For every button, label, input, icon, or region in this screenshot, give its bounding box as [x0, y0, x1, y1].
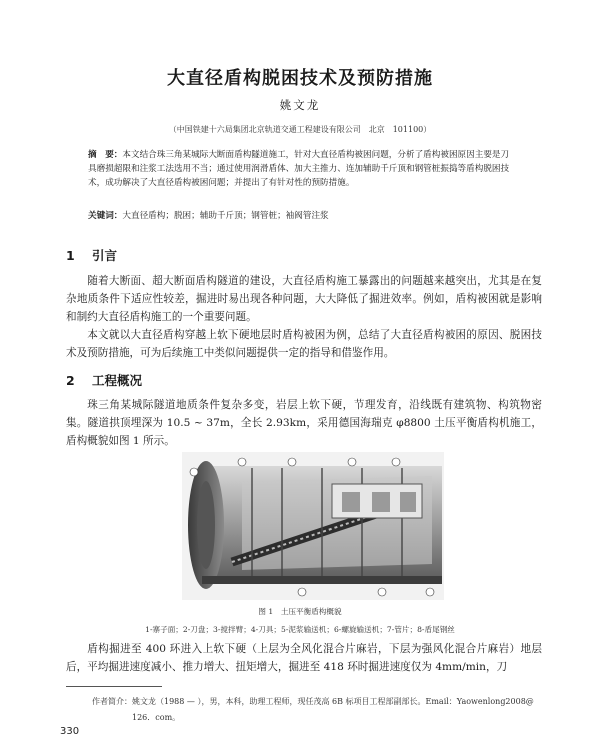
- abstract: [88, 148, 516, 191]
- paragraph: 珠三角某城际隧道地质条件复杂多变，岩层上软下硬，节理发育，沿线既有建筑物、构筑物密集。隧道拱顶埋深为 10.5 ~ 37m，全长 2.93km，采用德国海瑞克 φ8800 土压平衡盾构机施工，盾构概貌如图 1 所示。: [66, 399, 542, 447]
- paragraph: 随着大断面、超大断面盾构隧道的建设，大直径盾构施工暴露出的问题越来越突出，尤其是在复杂地质条件下适应性较差，掘进时易出现各种问题，大大降低了掘进效率。例如，盾构被困就是影响和制约大直径盾构施工的一个重要问题。: [66, 275, 542, 323]
- keywords-text: 大直径盾构；脱困；辅助千斤顶；钢管桩；袖阀管注浆: [122, 211, 329, 221]
- keywords: [88, 209, 516, 223]
- cutter-hub: [197, 481, 215, 569]
- footnote-line: 作者简介：姚文龙（1988 — ），男，本科，助理工程师，现任茂高 6B 标项目工程部副部长。Email：Yaowenlong2008@: [92, 697, 534, 706]
- keywords-label: 关键词：: [88, 211, 123, 221]
- figure-caption: 图 1 土压平衡盾构概貌: [258, 607, 342, 616]
- footnote: [92, 694, 542, 726]
- section-number: 2: [66, 373, 75, 388]
- section-heading-2: [66, 371, 142, 389]
- paper-title: 大直径盾构脱困技术及预防措施: [167, 68, 433, 89]
- author-name: 姚文龙: [279, 98, 321, 112]
- abstract-text: 本文结合珠三角某城际大断面盾构隧道施工，针对大直径盾构被困问题，分析了盾构被困原因主要是刀具磨损超限和注浆工法选用不当；通过使用润滑盾体、加大主推力、连加辅助千斤顶和钢管桩振捣等盾构脱困技术，成功解决了大直径盾构被困问题；并提出了有针对性的预防措施。: [88, 150, 510, 189]
- abstract-label: 摘 要：: [88, 150, 123, 160]
- section-heading-1: [66, 246, 117, 264]
- section-number: 1: [66, 248, 75, 263]
- figure-legend: 1-寨子面；2-刀盘；3-搅拌臂；4-刀具；5-泥浆输送机；6-螺旋输送机；7-管片；8-盾尾钢丝: [145, 625, 455, 634]
- shield-machine-figure: [182, 452, 444, 600]
- paragraph: 盾构掘进至 400 环进入上软下硬（上层为全风化混合片麻岩，下层为强风化混合片麻岩）地层后，平均掘进速度减小、推力增大、扭矩增大，掘进至 418 环时掘进速度仅为 4mm/min，刀: [66, 643, 542, 673]
- section-title: 工程概况: [92, 373, 143, 388]
- page-number: 330: [60, 726, 80, 737]
- section-title: 引言: [92, 248, 118, 263]
- author-affiliation: （中国铁建十六局集团北京轨道交通工程建设有限公司 北京 101100）: [168, 125, 432, 134]
- footnote-rule: [66, 686, 162, 687]
- footnote-line: 126．com。: [132, 713, 181, 722]
- paragraph: 本文就以大直径盾构穿越上软下硬地层时盾构被困为例，总结了大直径盾构被困的原因、脱困技术及预防措施，可为后续施工中类似问题提供一定的指导和借鉴作用。: [66, 329, 542, 359]
